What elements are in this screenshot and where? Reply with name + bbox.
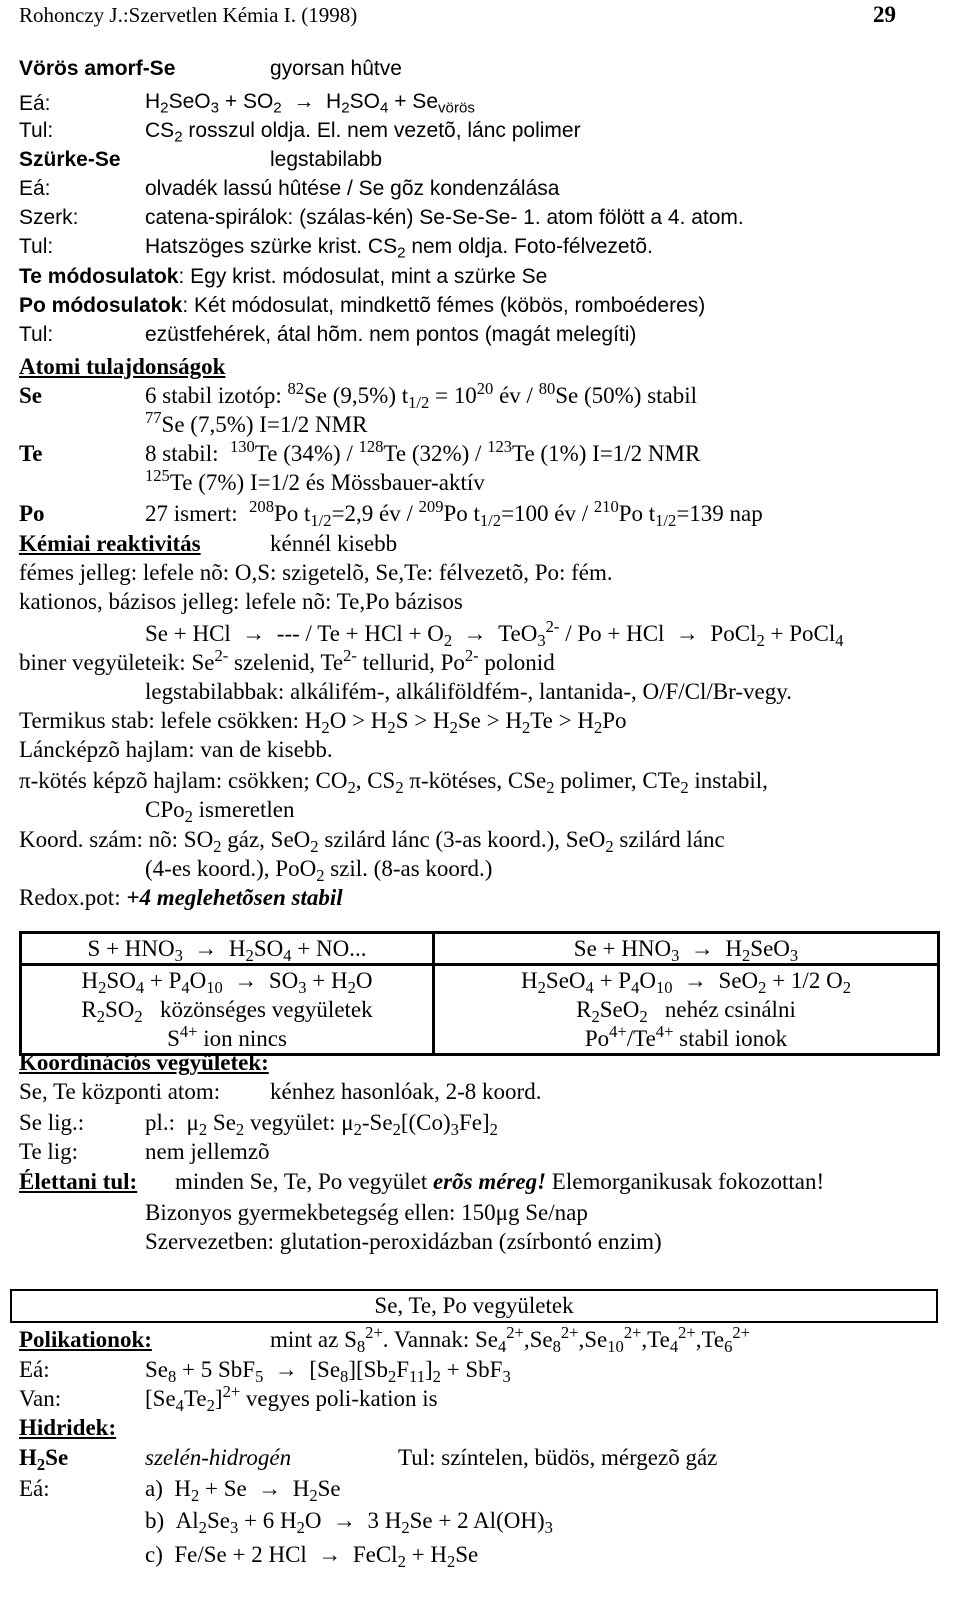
heading-polycations: Polikationok:: [19, 1327, 152, 1352]
table-cell: $S + HNO_3 \to H_2SO_4$ + NO...: [21, 933, 434, 965]
label-ea: Eá:: [19, 1357, 50, 1382]
se-ligand-label: Se lig.:: [19, 1110, 85, 1135]
redox-comparison-table: [19, 931, 940, 1056]
h2se-preparation-b: b) $Al_2Se_3 + 6$ $H_2O \to 3$ $H_2Se + 2$ $Al(OH)_3$: [145, 1508, 553, 1537]
redox-label: Redox.pot:: [19, 885, 121, 910]
central-atom-text: kénhez hasonlóak, 2-8 koord.: [270, 1079, 542, 1104]
red-se-properties: $CS_2$ rosszul oldja. El. nem vezetõ, lánc polimer: [145, 119, 581, 146]
te-modifications-heading: Te módosulatok: [19, 265, 179, 288]
heading-physiological: Élettani tul:: [19, 1169, 138, 1194]
table-row: [21, 995, 939, 1024]
basic-character: kationos, bázisos jelleg: lefele nõ: Te,Po bázisos: [19, 589, 463, 614]
se-ligand-text: pl.: $\mu_2$ $Se_2$ vegyület: $\mu_2-Se_2[(Co)_3Fe]_2$: [145, 1110, 498, 1139]
element-te: Te: [19, 441, 43, 466]
coordination-number-2: (4-es koord.), PoO$_2$ szil. (8-as koord.): [145, 856, 493, 885]
se-isotopes-1: 6 stabil izotóp: $^{82}$Se (9,5%) $t_{1/2} = 10^{20}$ év / $^{80}$Se (50%) stabil: [145, 378, 698, 412]
h2se-name: szelén-hidrogén: [145, 1445, 292, 1470]
te-isotopes-2: $^{125}$Te (7%) I=1/2 és Mössbauer-aktív: [145, 465, 485, 495]
most-stable-compounds: legstabilabbak: alkálifém-, alkáliföldfém-, lantanida-, O/F/Cl/Br-vegy.: [145, 679, 792, 704]
label-ea: Eá:: [19, 177, 51, 200]
dosage-note: Bizonyos gyermekbetegség ellen: 150μg Se/nap: [145, 1200, 588, 1225]
physiological-text-3: Elemorganikusak fokozottan!: [551, 1169, 825, 1194]
heading-chemical-reactivity: Kémiai reaktivitás: [19, 531, 201, 556]
red-se-note: gyorsan hûtve: [270, 57, 402, 80]
toxic-warning: erõs méreg!: [432, 1169, 547, 1194]
section-box-compounds: Se, Te, Po vegyületek: [10, 1289, 938, 1323]
heading-grey-se: Szürke-Se: [19, 148, 121, 171]
equation-red-se: $H_2SeO_3 + SO_2 \to H_2SO_4 + Se_{vörös}$: [145, 90, 475, 117]
element-po: Po: [19, 501, 45, 526]
po-modifications-line: [19, 295, 705, 316]
mixed-polycation: $[Se_4Te_2]^{2+}$ vegyes poli-kation is: [145, 1381, 438, 1415]
te-ligand-label: Te lig:: [19, 1139, 79, 1164]
reactivity-note: kénnél kisebb: [270, 531, 398, 556]
table-cell: $S^{4+}$ ion nincs: [21, 1024, 434, 1055]
table-cell: $Se + HNO_3 \to H_2SeO_3$: [434, 933, 939, 965]
label-ea: Eá:: [19, 1476, 50, 1501]
h2se-properties: Tul: színtelen, büdös, mérgezõ gáz: [398, 1445, 718, 1470]
grey-se-structure: catena-spirálok: (szálas-kén) Se-Se-Se- 1. atom fölött a 4. atom.: [145, 206, 744, 229]
table-cell: $R_2SO_2$ közönséges vegyületek: [21, 995, 434, 1024]
thermal-stability: Termikus stab: lefele csökken: $H_2O > H_2S > H_2Se > H_2Te > H_2Po$: [19, 708, 627, 737]
pi-bond-tendency-1: π-kötés képzõ hajlam: csökken; $CO_2$, $CS_2$ π-kötéses, CSe$_2$ polimer, CTe$_2$ instabil,: [19, 768, 768, 797]
running-header: Rohonczy J.:Szervetlen Kémia I. (1998): [19, 3, 358, 27]
polycations-text: mint az $S_8^{2+}$. Vannak: $Se_4^{2+},Se_8^{2+},Se_{10}^{2+},Te_4^{2+},Te_6^{2+}$: [270, 1322, 751, 1356]
te-isotopes-1: 8 stabil: $^{130}$Te (34%) / $^{128}$Te (32%) / $^{123}$Te (1%) I=1/2 NMR: [145, 436, 701, 466]
heading-red-amorphous-se: Vörös amorf-Se: [19, 57, 176, 80]
grey-se-preparation: olvadék lassú hûtése / Se gõz kondenzálása: [145, 177, 560, 200]
label-tul: Tul:: [19, 323, 54, 346]
label-van: Van:: [19, 1386, 62, 1411]
enzyme-note: Szervezetben: glutation-peroxidázban (zsírbontó enzim): [145, 1229, 662, 1254]
label-ea: Eá:: [19, 92, 51, 115]
central-atom-label: Se, Te központi atom:: [19, 1079, 221, 1104]
polycation-preparation: $Se_8 + 5$ $SbF_5 \to [Se_8][Sb_2F_{11}]_2 + SbF_3$: [145, 1357, 511, 1386]
h2se-preparation-a: a) $H_2 + Se \to H_2Se$: [145, 1476, 341, 1505]
hcl-reactions: Se + HCl → --- / Te + HCl + $O_2 \to TeO_3^{2-} / Po$ + HCl → PoCl$_2$ + PoCl$_4$: [145, 616, 844, 650]
po-isotopes: 27 ismert: $^{208}$Po $t_{1/2}=2,9$ év / $^{209}$Po $t_{1/2}=100$ év / $^{210}$Po $t_{1/2}=139$ nap: [145, 496, 763, 530]
page-number: 29: [873, 2, 896, 27]
po-modifications-text: : Két módosulat, mindkettõ fémes (köbös, romboéderes): [182, 294, 706, 317]
heading-hydrides: Hidridek:: [19, 1415, 117, 1440]
table-cell: $H_2SO_4 + P_4O_{10} \to SO_3 + H_2O$: [21, 965, 434, 996]
pi-bond-tendency-2: CPo$_2$ ismeretlen: [145, 797, 295, 826]
po-properties: ezüstfehérek, átal hõm. nem pontos (magát melegíti): [145, 323, 637, 346]
heading-coordination-compounds: Koordinációs vegyületek:: [19, 1050, 269, 1075]
table-cell: $R_2SeO_2$ nehéz csinálni: [576, 997, 796, 1026]
redox-potential-line: [19, 886, 343, 909]
label-szerk: Szerk:: [19, 206, 79, 229]
se-isotopes-2: $^{77}$Se (7,5%) I=1/2 NMR: [145, 407, 368, 437]
te-modifications-text: : Egy krist. módosulat, mint a szürke Se: [178, 265, 548, 288]
table-row: [21, 933, 939, 965]
heading-atomic-properties: Atomi tulajdonságok: [19, 354, 226, 379]
binary-compounds: biner vegyületeik: $Se^{2-}$ szelenid, $Te^{2-}$ tellurid, $Po^{2-}$ polonid: [19, 645, 555, 675]
h2se-formula: $H_2Se$: [19, 1445, 69, 1474]
redox-value: +4 meglehetõsen stabil: [126, 885, 343, 910]
catenation-tendency: Láncképzõ hajlam: van de kisebb.: [19, 737, 333, 762]
te-modifications-line: [19, 266, 547, 287]
po-modifications-heading: Po módosulatok: [19, 294, 183, 317]
physiological-text: [175, 1170, 824, 1193]
te-ligand-text: nem jellemzõ: [145, 1139, 270, 1164]
element-se: Se: [19, 383, 42, 408]
grey-se-properties: Hatszöges szürke krist. $CS_2$ nem oldja. Foto-félvezetõ.: [145, 235, 653, 262]
table-cell: $Po^{4+}/Te^{4+}$ stabil ionok: [584, 1021, 788, 1051]
physiological-text-1: minden Se, Te, Po vegyület: [175, 1169, 428, 1194]
metallic-character: fémes jelleg: lefele nõ: O,S: szigetelõ, Se,Te: félvezetõ, Po: fém.: [19, 560, 613, 585]
grey-se-note: legstabilabb: [270, 148, 383, 171]
label-tul: Tul:: [19, 235, 54, 258]
coordination-number-1: Koord. szám: nõ: $SO_2$ gáz, SeO$_2$ szilárd lánc (3-as koord.), SeO$_2$ szilárd lánc: [19, 827, 725, 856]
table-row: [21, 965, 939, 996]
table-cell: $H_2SeO_4 + P_4O_{10} \to SeO_2 + 1/2$ $O_2$: [521, 968, 851, 997]
h2se-preparation-c: c) Fe/Se + 2 HCl → FeCl$_2$ + $H_2Se$: [145, 1542, 479, 1571]
label-tul: Tul:: [19, 119, 54, 142]
